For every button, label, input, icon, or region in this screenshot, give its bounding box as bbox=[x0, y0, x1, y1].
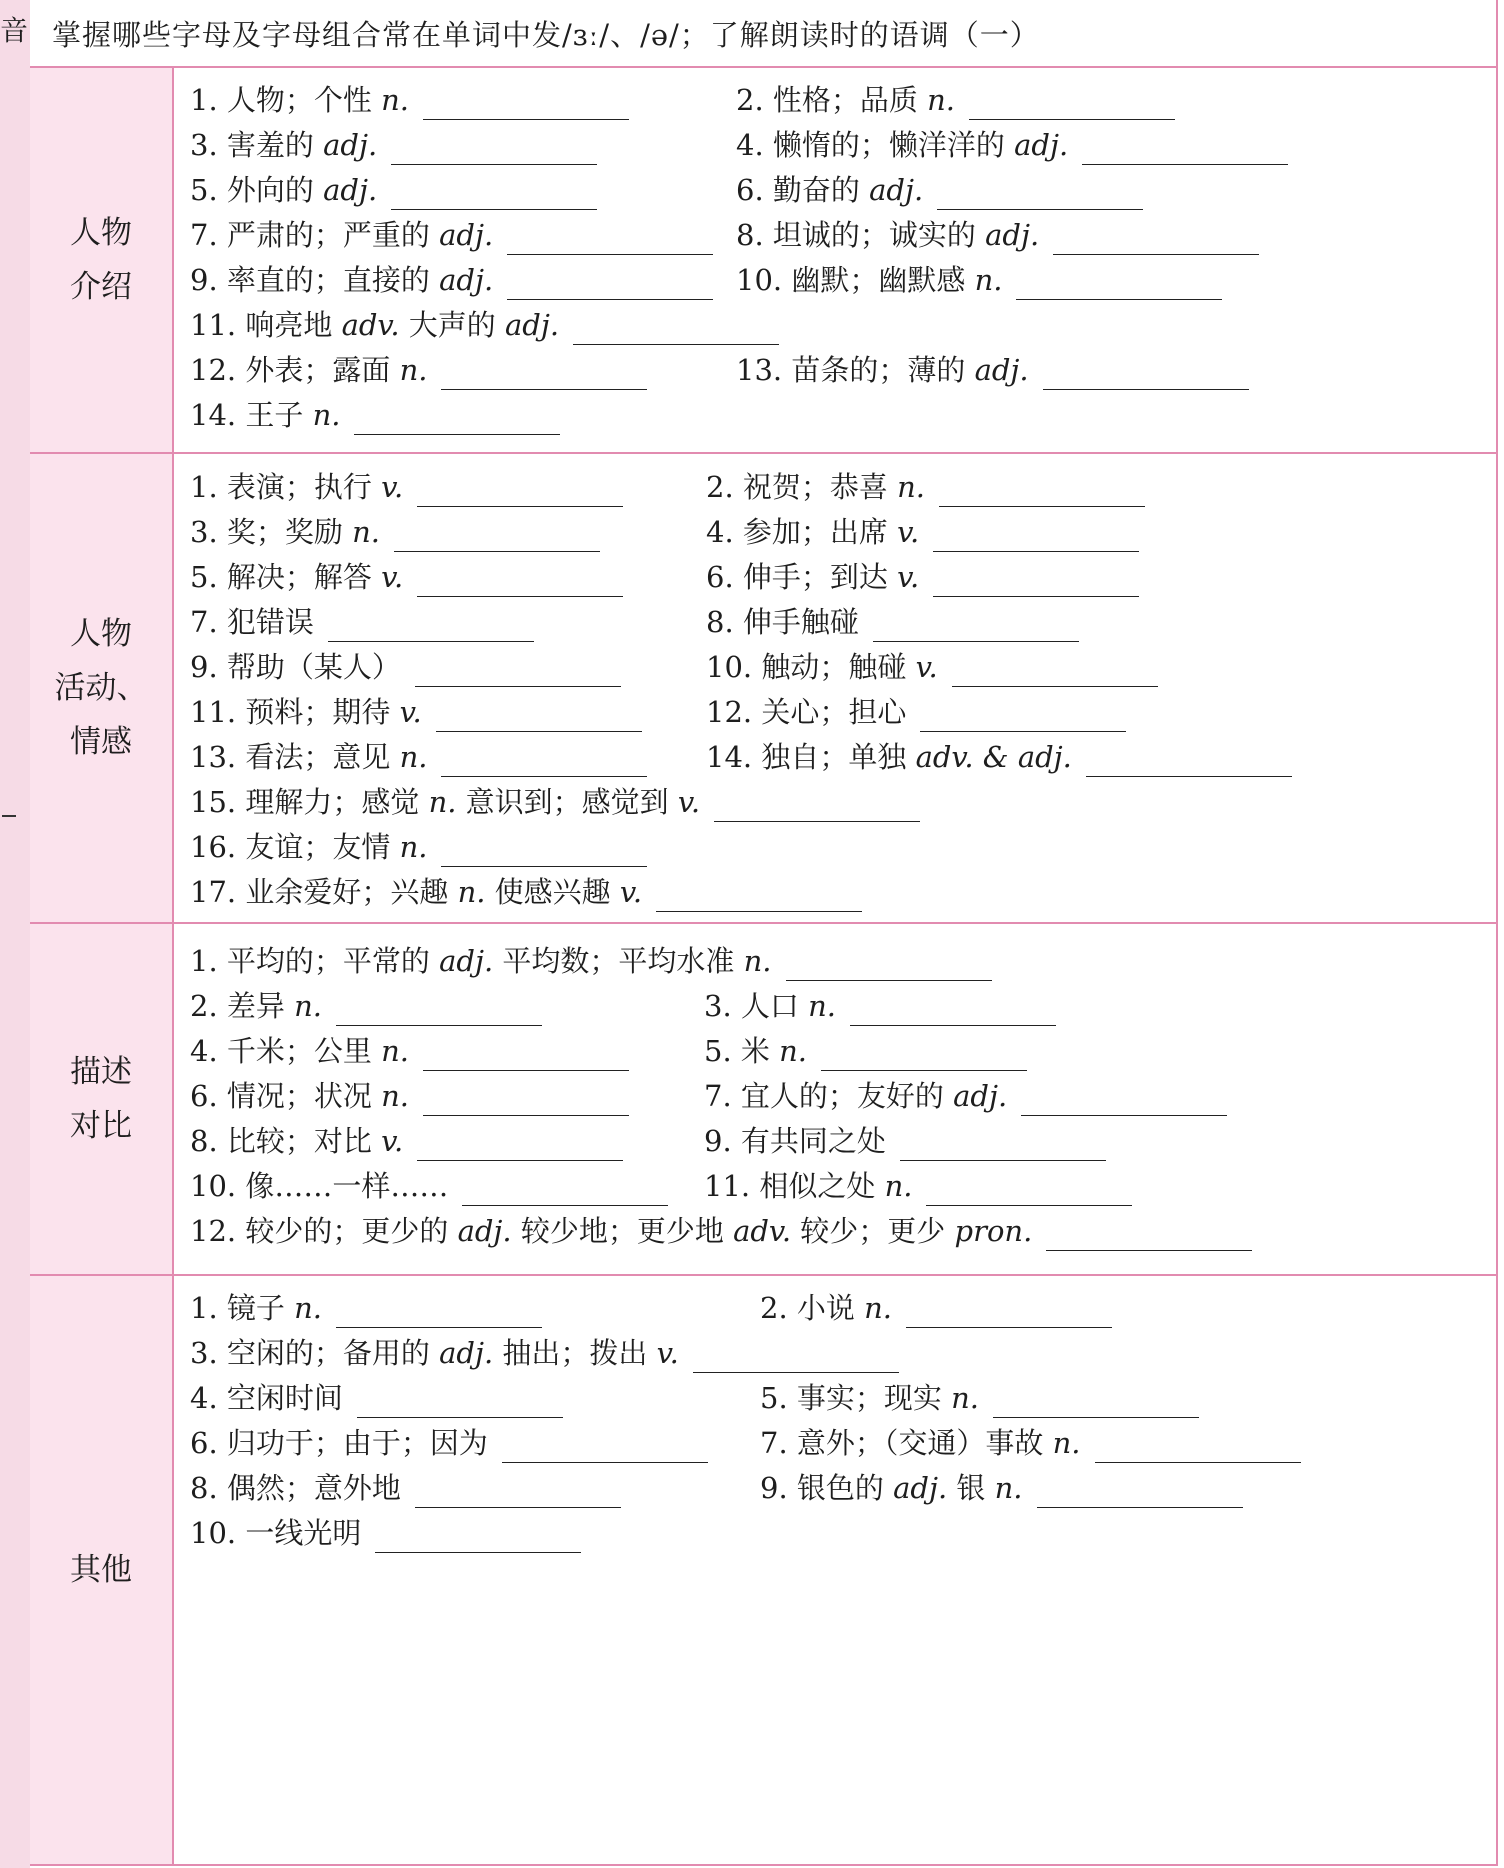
vocab-item: 12. 较少的；更少的 adj. 较少地；更少地 adv. 较少；更少 pron. bbox=[190, 1211, 1252, 1251]
answer-blank[interactable] bbox=[502, 1434, 708, 1463]
vocab-item: 12. 外表；露面 n. bbox=[190, 350, 647, 390]
answer-blank[interactable] bbox=[328, 613, 534, 642]
answer-blank[interactable] bbox=[969, 91, 1175, 120]
answer-blank[interactable] bbox=[417, 1132, 623, 1161]
vocab-item: 4. 参加；出席 v. bbox=[706, 512, 1139, 552]
answer-blank[interactable] bbox=[1082, 136, 1288, 165]
answer-blank[interactable] bbox=[821, 1042, 1027, 1071]
answer-blank[interactable] bbox=[1046, 1222, 1252, 1251]
section-items bbox=[174, 454, 1498, 922]
answer-blank[interactable] bbox=[417, 568, 623, 597]
vocab-item: 17. 业余爱好；兴趣 n. 使感兴趣 v. bbox=[190, 872, 862, 912]
vocabulary-worksheet bbox=[30, 0, 1498, 1866]
vocab-item: 11. 预料；期待 v. bbox=[190, 692, 642, 732]
unit-tab-char: 音 bbox=[0, 14, 29, 47]
answer-blank[interactable] bbox=[391, 181, 597, 210]
answer-blank[interactable] bbox=[873, 613, 1079, 642]
answer-blank[interactable] bbox=[1095, 1434, 1301, 1463]
vocab-item: 11. 相似之处 n. bbox=[704, 1166, 1132, 1206]
vocab-item: 8. 比较；对比 v. bbox=[190, 1121, 623, 1161]
answer-blank[interactable] bbox=[993, 1389, 1199, 1418]
answer-blank[interactable] bbox=[952, 658, 1158, 687]
answer-blank[interactable] bbox=[441, 361, 647, 390]
vocab-item: 13. 看法；意见 n. bbox=[190, 737, 647, 777]
vocab-item: 7. 犯错误 bbox=[190, 602, 534, 642]
vocab-item: 12. 关心；担心 bbox=[706, 692, 1126, 732]
answer-blank[interactable] bbox=[1016, 271, 1222, 300]
answer-blank[interactable] bbox=[1053, 226, 1259, 255]
answer-blank[interactable] bbox=[336, 997, 542, 1026]
vocab-item: 1. 镜子 n. bbox=[190, 1288, 542, 1328]
vocab-item: 2. 差异 n. bbox=[190, 986, 542, 1026]
section-label: 描述 对比 bbox=[70, 1054, 132, 1144]
answer-blank[interactable] bbox=[573, 316, 779, 345]
vocab-item: 1. 平均的；平常的 adj. 平均数；平均水准 n. bbox=[190, 941, 992, 981]
answer-blank[interactable] bbox=[850, 997, 1056, 1026]
answer-blank[interactable] bbox=[354, 406, 560, 435]
answer-blank[interactable] bbox=[415, 1479, 621, 1508]
section-label: 人物 介绍 bbox=[70, 215, 132, 305]
vocab-item: 3. 害羞的 adj. bbox=[190, 125, 597, 165]
answer-blank[interactable] bbox=[423, 91, 629, 120]
section-label-cell bbox=[30, 454, 174, 922]
vocab-item: 2. 小说 n. bbox=[760, 1288, 1112, 1328]
vocab-item: 15. 理解力；感觉 n. 意识到；感觉到 v. bbox=[190, 782, 920, 822]
section-character-activities bbox=[30, 454, 1498, 924]
answer-blank[interactable] bbox=[926, 1177, 1132, 1206]
vocab-item: 14. 独自；单独 adv. & adj. bbox=[706, 737, 1292, 777]
answer-blank[interactable] bbox=[1021, 1087, 1227, 1116]
page-title: 掌握哪些字母及字母组合常在单词中发/ɜː/、/ə/；了解朗读时的语调（一） bbox=[52, 17, 1040, 52]
vocab-item: 9. 帮助（某人） bbox=[190, 647, 621, 687]
vocab-item: 1. 人物；个性 n. bbox=[190, 80, 629, 120]
vocab-item: 7. 意外；（交通）事故 n. bbox=[760, 1423, 1301, 1463]
answer-blank[interactable] bbox=[933, 568, 1139, 597]
vocab-item: 5. 事实；现实 n. bbox=[760, 1378, 1199, 1418]
answer-blank[interactable] bbox=[920, 703, 1126, 732]
vocab-item: 2. 祝贺；恭喜 n. bbox=[706, 467, 1145, 507]
answer-blank[interactable] bbox=[1086, 748, 1292, 777]
answer-blank[interactable] bbox=[441, 838, 647, 867]
answer-blank[interactable] bbox=[462, 1177, 668, 1206]
answer-blank[interactable] bbox=[900, 1132, 1106, 1161]
vocab-item: 6. 勤奋的 adj. bbox=[736, 170, 1143, 210]
answer-blank[interactable] bbox=[714, 793, 920, 822]
vocab-item: 13. 苗条的；薄的 adj. bbox=[736, 350, 1249, 390]
vocab-item: 10. 一线光明 bbox=[190, 1513, 581, 1553]
header-row bbox=[30, 0, 1498, 68]
section-label-cell bbox=[30, 924, 174, 1274]
answer-blank[interactable] bbox=[375, 1524, 581, 1553]
vocab-item: 9. 率直的；直接的 adj. bbox=[190, 260, 713, 300]
vocab-item: 8. 坦诚的；诚实的 adj. bbox=[736, 215, 1259, 255]
vocab-item: 1. 表演；执行 v. bbox=[190, 467, 623, 507]
vocab-item: 16. 友谊；友情 n. bbox=[190, 827, 647, 867]
section-items bbox=[174, 924, 1498, 1274]
section-label: 其他 bbox=[70, 1552, 132, 1588]
answer-blank[interactable] bbox=[423, 1042, 629, 1071]
answer-blank[interactable] bbox=[1043, 361, 1249, 390]
section-label: 人物 活动、 情感 bbox=[54, 616, 148, 760]
section-items bbox=[174, 68, 1498, 452]
vocab-item: 3. 奖；奖励 n. bbox=[190, 512, 600, 552]
answer-blank[interactable] bbox=[939, 478, 1145, 507]
answer-blank[interactable] bbox=[1037, 1479, 1243, 1508]
vocab-item: 9. 有共同之处 bbox=[704, 1121, 1106, 1161]
vocab-item: 2. 性格；品质 n. bbox=[736, 80, 1175, 120]
vocab-item: 6. 伸手；到达 v. bbox=[706, 557, 1139, 597]
vocab-item: 3. 空闲的；备用的 adj. 抽出；拨出 v. bbox=[190, 1333, 899, 1373]
answer-blank[interactable] bbox=[357, 1389, 563, 1418]
vocab-item: 7. 宜人的；友好的 adj. bbox=[704, 1076, 1227, 1116]
section-label-cell bbox=[30, 1276, 174, 1864]
vocab-item: 6. 情况；状况 n. bbox=[190, 1076, 629, 1116]
vocab-item: 6. 归功于；由于；因为 bbox=[190, 1423, 708, 1463]
vocab-item: 8. 伸手触碰 bbox=[706, 602, 1079, 642]
vocab-item: 10. 像……一样…… bbox=[190, 1166, 668, 1206]
answer-blank[interactable] bbox=[906, 1299, 1112, 1328]
vocab-item: 5. 米 n. bbox=[704, 1031, 1027, 1071]
vocab-item: 10. 幽默；幽默感 n. bbox=[736, 260, 1222, 300]
vocab-item: 14. 王子 n. bbox=[190, 395, 560, 435]
answer-blank[interactable] bbox=[656, 883, 862, 912]
vocab-item: 11. 响亮地 adv. 大声的 adj. bbox=[190, 305, 779, 345]
vocab-item: 5. 解决；解答 v. bbox=[190, 557, 623, 597]
strip-mark bbox=[2, 815, 16, 817]
answer-blank[interactable] bbox=[436, 703, 642, 732]
vocab-item: 8. 偶然；意外地 bbox=[190, 1468, 621, 1508]
vocab-item: 10. 触动；触碰 v. bbox=[706, 647, 1158, 687]
vocab-item: 7. 严肃的；严重的 adj. bbox=[190, 215, 713, 255]
section-description-comparison bbox=[30, 924, 1498, 1276]
vocab-item: 9. 银色的 adj. 银 n. bbox=[760, 1468, 1243, 1508]
answer-blank[interactable] bbox=[693, 1344, 899, 1373]
answer-blank[interactable] bbox=[507, 271, 713, 300]
answer-blank[interactable] bbox=[507, 226, 713, 255]
answer-blank[interactable] bbox=[423, 1087, 629, 1116]
answer-blank[interactable] bbox=[933, 523, 1139, 552]
answer-blank[interactable] bbox=[786, 952, 992, 981]
answer-blank[interactable] bbox=[415, 658, 621, 687]
section-label-cell bbox=[30, 68, 174, 452]
answer-blank[interactable] bbox=[391, 136, 597, 165]
vocab-item: 3. 人口 n. bbox=[704, 986, 1056, 1026]
vocab-item: 4. 懒惰的；懒洋洋的 adj. bbox=[736, 125, 1288, 165]
section-items bbox=[174, 1276, 1498, 1864]
answer-blank[interactable] bbox=[394, 523, 600, 552]
answer-blank[interactable] bbox=[336, 1299, 542, 1328]
left-margin-strip bbox=[0, 0, 30, 1868]
vocab-item: 4. 千米；公里 n. bbox=[190, 1031, 629, 1071]
answer-blank[interactable] bbox=[417, 478, 623, 507]
vocab-item: 4. 空闲时间 bbox=[190, 1378, 563, 1418]
answer-blank[interactable] bbox=[441, 748, 647, 777]
vocab-item: 5. 外向的 adj. bbox=[190, 170, 597, 210]
answer-blank[interactable] bbox=[937, 181, 1143, 210]
section-character-intro bbox=[30, 68, 1498, 454]
section-others bbox=[30, 1276, 1498, 1866]
